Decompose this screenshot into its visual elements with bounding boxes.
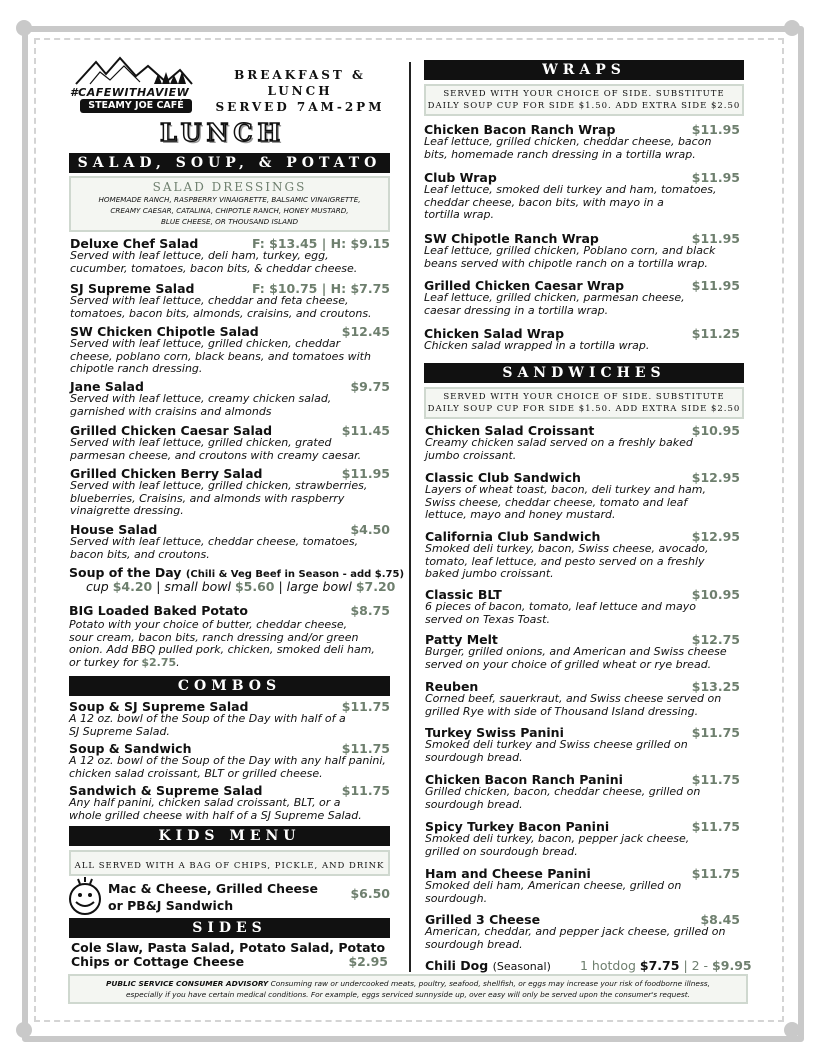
sandwich-desc-line: sourdough bread. (425, 937, 523, 951)
salad-price: $9.75 (350, 379, 390, 394)
sandwiches-note-line1: SERVED WITH YOUR CHOICE OF SIDE. SUBSTITUTE (443, 392, 725, 402)
salad-desc (70, 338, 390, 376)
sandwich-price: $11.75 (691, 866, 740, 881)
wrap-desc-line: tortilla wrap. (424, 208, 495, 221)
salad-name: Jane Salad (70, 379, 144, 394)
salad-desc-line: Served with leaf lettuce, grilled chicken, strawberries, (70, 479, 368, 492)
wrap-desc-line: Chicken salad wrapped in a tortilla wrap. (424, 339, 650, 352)
kids-line2: or PB&J Sandwich (108, 898, 234, 913)
frame-corner (16, 1022, 32, 1038)
wrap-price: $11.95 (691, 170, 740, 185)
dressings-line3: BLUE CHEESE, OR THOUSAND ISLAND (160, 217, 299, 226)
soup-note: (Chili & Veg Beef in Season - add $.75) (185, 569, 405, 580)
sandwich-desc-line: lettuce, mayo and honey mustard. (425, 508, 616, 521)
sandwich-price: $11.75 (691, 725, 740, 740)
section-kids: KIDS MENU (69, 826, 390, 846)
smiley-face-icon (64, 876, 106, 918)
combo-desc-line: whole grilled cheese with half of a SJ Supreme Salad. (69, 808, 362, 822)
hours-header (205, 67, 395, 115)
sandwich-desc (425, 880, 740, 905)
dressings-title: SALAD DRESSINGS (152, 180, 307, 194)
sandwich-desc-line: sourdough. (425, 891, 488, 905)
wrap-name: Chicken Bacon Ranch Wrap (424, 122, 616, 137)
sandwich-desc-line: jumbo croissant. (425, 448, 517, 462)
wrap-desc-line: caesar dressing in a tortilla wrap. (424, 303, 609, 317)
sandwich-name: Classic Club Sandwich (425, 470, 581, 485)
sandwich-desc (425, 484, 740, 522)
sandwiches-note-box (424, 387, 744, 419)
salad-desc-line: chipotle ranch dressing. (70, 362, 203, 375)
sandwich-desc-line: Burger, grilled onions, and American and Swiss cheese (425, 645, 727, 658)
salad-desc-line: Served with leaf lettuce, cheddar cheese, tomatoes, (70, 535, 359, 548)
sandwich-desc-line: grilled on sourdough bread. (425, 844, 578, 858)
section-sandwiches: SANDWICHES (424, 363, 744, 383)
potato-desc-line (69, 657, 399, 670)
consumer-advisory (68, 974, 748, 1004)
potato-name: BIG Loaded Baked Potato (69, 603, 248, 618)
combo-desc (69, 797, 390, 822)
sandwich-name: California Club Sandwich (425, 529, 601, 544)
salad-desc (70, 437, 390, 462)
sandwich-desc (425, 739, 740, 764)
sandwich-price: $11.75 (691, 772, 740, 787)
wrap-name: Chicken Salad Wrap (424, 326, 565, 341)
sandwich-desc-line: 6 pieces of bacon, tomato, leaf lettuce and mayo (425, 600, 696, 613)
section-wraps: WRAPS (424, 60, 744, 80)
wrap-price: $11.25 (691, 326, 740, 341)
chili-seasonal: (Seasonal) (492, 960, 551, 973)
wrap-desc-line: Leaf lettuce, smoked deli turkey and ham, tomatoes, (424, 183, 717, 196)
wraps-note-line1: SERVED WITH YOUR CHOICE OF SIDE. SUBSTITUTE (443, 89, 725, 99)
potato-addon-price: $2.75 (141, 655, 177, 669)
salad-price: $12.45 (341, 324, 390, 339)
sandwich-desc (425, 926, 740, 951)
sandwich-desc (425, 646, 740, 671)
sandwich-price: $12.95 (691, 470, 740, 485)
sandwich-desc-line: sourdough bread. (425, 750, 523, 764)
combo-desc-line: A 12 oz. bowl of the Soup of the Day with half of a (69, 712, 346, 725)
salad-desc-line: Served with leaf lettuce, cheddar and feta cheese, (70, 294, 349, 307)
frame-corner (784, 20, 800, 36)
soup-small-price: $5.60 (234, 579, 275, 594)
sandwich-desc-line: Creamy chicken salad served on a freshly baked (425, 436, 693, 449)
dressings-line1: HOMEMADE RANCH, RASPBERRY VINAIGRETTE, BALSAMIC VINAIGRETTE, (98, 195, 361, 204)
salad-price: $11.45 (341, 423, 390, 438)
sandwich-desc-line: Smoked deli turkey and Swiss cheese grilled on (425, 738, 688, 751)
sandwich-desc-line: American, cheddar, and pepper jack cheese, grilled on (425, 925, 726, 938)
combo-price: $11.75 (341, 699, 390, 714)
advisory-text1: Consuming raw or undercooked meats, poultry, seafood, shellfish, or eggs may increase your risk of foodborne illness, (270, 979, 711, 988)
soup-large-price: $7.20 (355, 579, 396, 594)
combo-desc (69, 713, 390, 738)
logo-hashtag: #CAFEWITHAVIEW (70, 86, 190, 99)
combo-desc-line: Any half panini, chicken salad croissant, BLT, or a (69, 796, 341, 809)
sandwich-name: Reuben (425, 679, 479, 694)
logo-name: STEAMY JOE CAFÉ (80, 99, 192, 113)
salad-price: F: $10.75 | H: $7.75 (251, 281, 390, 296)
sandwich-desc-line: Smoked deli ham, American cheese, grilled on (425, 879, 682, 892)
sides-line2: Chips or Cottage Cheese (71, 954, 245, 969)
sides-price: $2.95 (348, 954, 388, 969)
wrap-desc (424, 136, 740, 161)
wrap-desc (424, 245, 740, 270)
wrap-name: Grilled Chicken Caesar Wrap (424, 278, 625, 293)
sandwich-desc-line: tomato, leaf lettuce, and pesto served on a freshly (425, 554, 705, 568)
salad-price: F: $13.45 | H: $9.15 (251, 236, 390, 251)
sandwich-price: $10.95 (691, 587, 740, 602)
potato-addon-text: or turkey for (69, 655, 138, 669)
combo-desc-line: chicken salad croissant, BLT or grilled cheese. (69, 766, 323, 780)
advisory-line1 (70, 978, 746, 989)
page-title: LUNCH (160, 118, 286, 147)
potato-desc-line: sour cream, bacon bits, ranch dressing and/or green (69, 630, 359, 644)
chili-dog (425, 958, 551, 974)
sandwich-desc-line: grilled Rye with side of Thousand Island dressing. (425, 704, 699, 718)
soup-cup-label: cup (86, 579, 109, 594)
kids-note-box (69, 850, 390, 876)
salad-name: SJ Supreme Salad (70, 281, 195, 296)
sandwich-desc (425, 693, 740, 718)
wrap-desc (424, 184, 740, 222)
salad-desc-line: garnished with craisins and almonds (70, 404, 272, 418)
salad-desc-line: cucumber, tomatoes, bacon bits, & cheddar cheese. (70, 261, 358, 275)
sandwich-price: $13.25 (691, 679, 740, 694)
sandwich-price: $12.95 (691, 529, 740, 544)
mountain-logo-icon (70, 54, 198, 88)
kids-line1: Mac & Cheese, Grilled Cheese (108, 881, 318, 896)
salad-name: House Salad (70, 522, 158, 537)
combo-name: Soup & SJ Supreme Salad (69, 699, 249, 714)
sandwich-desc-line: served on Texas Toast. (425, 612, 550, 626)
frame-corner (16, 20, 32, 36)
sandwich-desc-line: served on your choice of grilled wheat or rye bread. (425, 657, 712, 671)
sandwich-name: Classic BLT (425, 587, 502, 602)
sandwich-desc-line: Smoked deli turkey, bacon, Swiss cheese, avocado, (425, 542, 709, 555)
hours-line1: BREAKFAST & LUNCH (234, 68, 366, 98)
chili-name: Chili Dog (425, 958, 489, 973)
salad-desc-line: parmesan cheese, and croutons with creamy caesar. (70, 448, 362, 462)
sandwich-desc-line: baked jumbo croissant. (425, 567, 554, 580)
advisory-line2: especially if you have certain medical conditions. For example, eggs serviced sunnyside up, over easy will only be served upon the consumer's request. (125, 990, 691, 999)
sandwich-desc-line: Smoked deli turkey, bacon, pepper jack cheese, (425, 832, 690, 845)
hours-line2: SERVED 7AM-2PM (215, 100, 385, 114)
sandwich-desc (425, 601, 740, 626)
section-salad: SALAD, SOUP, & POTATO (69, 153, 390, 173)
sandwich-desc (425, 833, 740, 858)
sandwich-name: Chicken Bacon Ranch Panini (425, 772, 623, 787)
sandwich-desc-line: Swiss cheese, cheddar cheese, tomato and leaf (425, 495, 688, 509)
salad-desc-line: Served with leaf lettuce, creamy chicken salad, (70, 392, 332, 405)
sides-line1: Cole Slaw, Pasta Salad, Potato Salad, Potato (71, 940, 386, 955)
wrap-desc-line: beans served with chipotle ranch on a tortilla wrap. (424, 256, 708, 270)
chili-qty2: | 2 - (683, 958, 709, 973)
logo (70, 54, 198, 114)
wraps-note-line2: DAILY SOUP CUP FOR SIDE $1.50. ADD EXTRA SIDE $2.50 (427, 101, 741, 111)
wrap-desc (424, 340, 740, 353)
combo-desc (69, 755, 390, 780)
salad-desc-line: Served with leaf lettuce, grilled chicken, grated (70, 436, 332, 449)
salad-desc-line: blueberries, Craisins, and almonds with raspberry (70, 491, 345, 505)
soup-large-label: | large bowl (278, 579, 352, 594)
salad-desc (70, 393, 390, 418)
salad-price: $11.95 (341, 466, 390, 481)
sandwich-desc (425, 786, 740, 811)
combo-name: Soup & Sandwich (69, 741, 192, 756)
wrap-desc-line: bits, homemade ranch dressing in a tortilla wrap. (424, 147, 696, 161)
salad-desc (70, 250, 390, 275)
potato-desc-line: onion. Add BBQ pulled pork, chicken, smoked deli ham, (69, 643, 375, 656)
combo-name: Sandwich & Supreme Salad (69, 783, 263, 798)
salad-desc (70, 536, 390, 561)
sandwich-name: Patty Melt (425, 632, 498, 647)
dressings-line2: CREAMY CAESAR, CATALINA, CHIPOTLE RANCH, HONEY MUSTARD, (110, 206, 349, 215)
salad-name: Deluxe Chef Salad (70, 236, 199, 251)
wrap-price: $11.95 (691, 231, 740, 246)
chili-qty1: 1 hotdog (580, 958, 636, 973)
salad-name: SW Chicken Chipotle Salad (70, 324, 259, 339)
sandwich-name: Turkey Swiss Panini (425, 725, 564, 740)
frame-corner (784, 1022, 800, 1038)
sandwich-desc-line: Grilled chicken, bacon, cheddar cheese, grilled on (425, 785, 701, 798)
salad-price: $4.50 (350, 522, 390, 537)
sandwiches-note-line2: DAILY SOUP CUP FOR SIDE $1.50. ADD EXTRA SIDE $2.50 (427, 404, 741, 414)
section-combos: COMBOS (69, 676, 390, 696)
soup-prices (86, 579, 395, 594)
wrap-desc-line: Leaf lettuce, grilled chicken, parmesan cheese, (424, 291, 685, 304)
salad-desc (70, 295, 390, 320)
combo-price: $11.75 (341, 783, 390, 798)
column-divider (409, 62, 411, 972)
sandwich-price: $11.75 (691, 819, 740, 834)
sandwich-price: $10.95 (691, 423, 740, 438)
salad-name: Grilled Chicken Caesar Salad (70, 423, 273, 438)
sandwich-name: Chicken Salad Croissant (425, 423, 595, 438)
kids-price: $6.50 (350, 886, 390, 901)
sandwich-price: $8.45 (700, 912, 740, 927)
sandwich-desc-line: sourdough bread. (425, 797, 523, 811)
sandwich-name: Grilled 3 Cheese (425, 912, 541, 927)
salad-desc-line: tomatoes, bacon bits, almonds, craisins, and croutons. (70, 306, 372, 320)
soup-title: Soup of the Day (69, 565, 182, 580)
sandwich-desc-line: Layers of wheat toast, bacon, deli turkey and ham, (425, 483, 706, 496)
chili-price1: $7.75 (639, 958, 680, 973)
wrap-name: SW Chipotle Ranch Wrap (424, 231, 599, 246)
sandwich-name: Spicy Turkey Bacon Panini (425, 819, 610, 834)
sandwich-desc (425, 543, 740, 581)
kids-note: ALL SERVED WITH A BAG OF CHIPS, PICKLE, AND DRINK (74, 861, 385, 871)
wrap-desc (424, 292, 740, 317)
sandwich-price: $12.75 (691, 632, 740, 647)
salad-desc-line: Served with leaf lettuce, deli ham, turkey, egg, (70, 249, 329, 262)
section-sides: SIDES (69, 918, 390, 938)
wraps-note-box (424, 84, 744, 116)
advisory-title: PUBLIC SERVICE CONSUMER ADVISORY (105, 979, 269, 988)
sandwich-desc (425, 437, 740, 462)
wrap-desc-line: cheddar cheese, bacon bits, with mayo in a (424, 195, 664, 209)
chili-price2: $9.95 (712, 958, 752, 973)
sandwich-desc-line: Corned beef, sauerkraut, and Swiss cheese served on (425, 692, 722, 705)
potato-desc-line: Potato with your choice of butter, cheddar cheese, (69, 618, 348, 631)
combo-price: $11.75 (341, 741, 390, 756)
soup-small-label: | small bowl (156, 579, 231, 594)
salad-desc-line: bacon bits, and croutons. (70, 547, 210, 561)
salad-desc-line: Served with leaf lettuce, grilled chicken, cheddar (70, 337, 341, 350)
salad-desc-line: vinaigrette dressing. (70, 504, 184, 517)
potato-addon-end: . (176, 655, 180, 669)
dressings-box (69, 176, 390, 232)
soup-cup-price: $4.20 (112, 579, 153, 594)
potato-desc (69, 619, 399, 669)
combo-desc-line: A 12 oz. bowl of the Soup of the Day with any half panini, (69, 754, 386, 767)
potato-price: $8.75 (350, 603, 390, 618)
chili-prices (580, 958, 752, 973)
salad-name: Grilled Chicken Berry Salad (70, 466, 263, 481)
wrap-desc-line: Leaf lettuce, grilled chicken, Poblano corn, and black (424, 244, 716, 257)
salad-desc (70, 480, 390, 518)
combo-desc-line: SJ Supreme Salad. (69, 724, 170, 738)
salad-desc-line: cheese, poblano corn, black beans, and tomatoes with (70, 349, 371, 363)
wrap-name: Club Wrap (424, 170, 497, 185)
sandwich-name: Ham and Cheese Panini (425, 866, 591, 881)
wrap-desc-line: Leaf lettuce, grilled chicken, cheddar cheese, bacon (424, 135, 712, 148)
wrap-price: $11.95 (691, 122, 740, 137)
wrap-price: $11.95 (691, 278, 740, 293)
